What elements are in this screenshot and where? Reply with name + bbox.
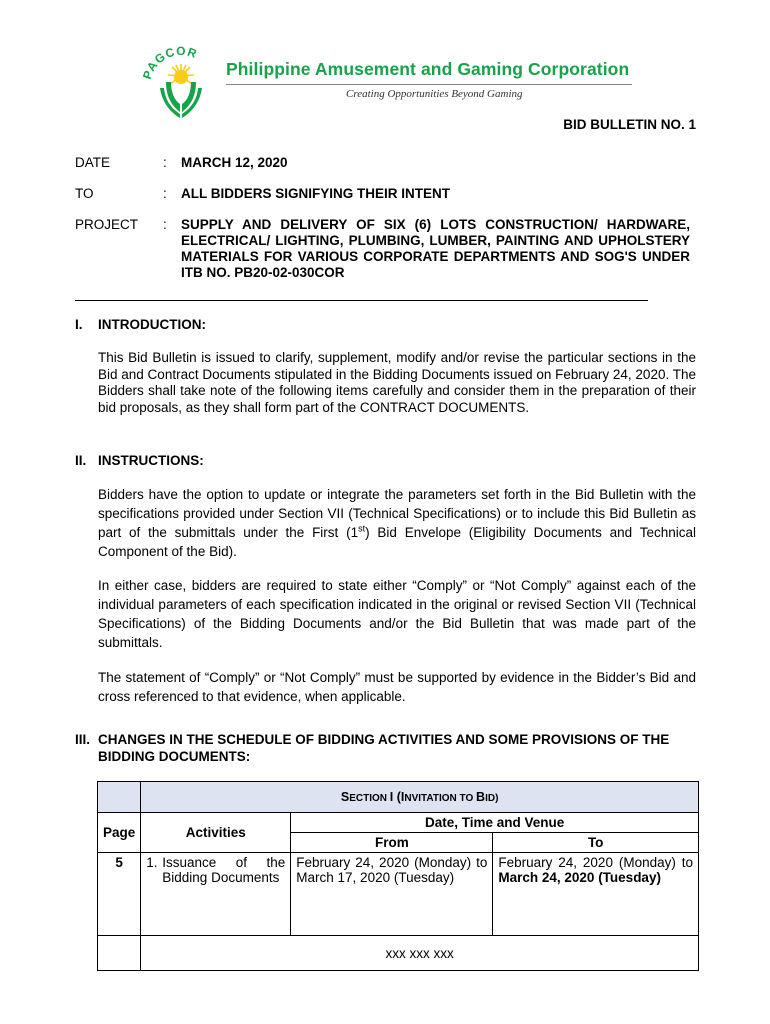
project-value: SUPPLY AND DELIVERY OF SIX (6) LOTS CONSTRUCTION/ HARDWARE, ELECTRICAL/ LIGHTING, PLUMBING, LUMBER, PAINTING AND UPHOLSTERY MATERIALS FOR VARIOUS CORPORATE DEPARTMENTS AND SOG'S UNDER ITB NO. PB20-02-030COR — [181, 217, 690, 280]
pagcor-logo — [140, 42, 222, 124]
to-plain-text: February 24, 2020 (Monday) to — [498, 855, 693, 870]
table-row — [98, 853, 699, 936]
activity-word: Issuance — [162, 855, 217, 870]
bulletin-number: BID BULLETIN NO. 1 — [563, 117, 696, 132]
section-changes-heading — [75, 732, 697, 765]
organization-tagline: Creating Opportunities Beyond Gaming — [346, 88, 523, 100]
col-page-header: Page — [98, 813, 141, 853]
p1-text-a: Bidders have the option to update or integrate the parameters set forth in the Bid Bulletin with the specifications provided under Section VII (Technical Specifications) or to include this Bid Bulletin as part of the submittals under the First (1 — [98, 487, 696, 540]
table-footer-text: xxx xxx xxx — [141, 936, 699, 971]
section-title: INTRODUCTION: — [98, 317, 206, 332]
section-intro-heading — [75, 317, 206, 332]
to-value: ALL BIDDERS SIGNIFYING THEIR INTENT — [181, 186, 451, 201]
row-from-cell: February 24, 2020 (Monday) to March 17, 2020 (Tuesday) — [291, 853, 493, 936]
row-page-cell: 5 — [98, 853, 141, 936]
date-label: DATE — [75, 155, 111, 170]
table-footer-row — [98, 936, 699, 971]
instructions-paragraph-3: The statement of “Comply” or “Not Comply” must be supported by evidence in the Bidder’s Bid and cross referenced to that evidence, when applicable. — [98, 670, 696, 704]
to-bold-text: March 24, 2020 (Tuesday) — [498, 870, 661, 885]
section-title: INSTRUCTIONS: — [98, 453, 204, 468]
table-section-title: SECTION I (INVITATION TO BID) — [141, 782, 699, 813]
to-label: TO — [75, 186, 94, 201]
sun-icon — [168, 64, 194, 84]
col-from-header: From — [291, 833, 493, 853]
p1-superscript: st — [358, 523, 366, 534]
to-colon: : — [163, 186, 167, 201]
activity-rest: Bidding Documents — [162, 870, 280, 885]
row-to-cell — [493, 853, 699, 936]
section-title: CHANGES IN THE SCHEDULE OF BIDDING ACTIVITIES AND SOME PROVISIONS OF THE BIDDING DOCUMENTS: — [98, 732, 670, 764]
activity-number: 1. — [146, 855, 158, 870]
table-header-row — [98, 813, 699, 833]
header-divider — [75, 300, 648, 301]
organization-name: Philippine Amusement and Gaming Corporation — [226, 59, 630, 79]
footer-empty-cell — [98, 936, 141, 971]
activity-word: of — [235, 855, 248, 870]
section-number: II. — [75, 453, 87, 468]
row-activity-cell — [141, 853, 291, 936]
header-rule — [226, 84, 632, 85]
section-number: I. — [75, 317, 83, 332]
col-to-header: To — [493, 833, 699, 853]
logo-arc-text: PAGCOR — [140, 43, 200, 81]
table-section-row — [98, 782, 699, 813]
intro-paragraph: This Bid Bulletin is issued to clarify, supplement, modify and/or revise the particular sections in the Bid and Contract Documents stipulated in the Bidding Documents issued on February 24, 2020. The Bidders shall take note of the following items carefully and consider them in the preparation of their bid proposals, as they shall form part of the CONTRACT DOCUMENTS. — [98, 350, 696, 415]
table-corner-cell — [98, 782, 141, 813]
col-activities-header: Activities — [141, 813, 291, 853]
p1-text-b: ) Bid Envelope (Eligibility Documents and Technical Component of the Bid). — [98, 525, 696, 559]
date-colon: : — [163, 155, 167, 170]
project-colon: : — [163, 217, 167, 232]
col-datetime-header: Date, Time and Venue — [291, 813, 699, 833]
schedule-table — [97, 781, 699, 971]
date-value: MARCH 12, 2020 — [181, 155, 288, 170]
activity-word: the — [266, 855, 286, 870]
instructions-paragraph-2: In either case, bidders are required to state either “Comply” or “Not Comply” against each of the individual parameters of each specification indicated in the original or revised Section VII (Technical Specifications) of the Bidding Documents and/or the Bid Bulletin that was made part of the submittals. — [98, 578, 696, 650]
project-label: PROJECT — [75, 217, 139, 232]
section-instructions-heading — [75, 453, 204, 468]
section-number: III. — [75, 732, 91, 747]
instructions-paragraph-1 — [98, 485, 696, 561]
hands-icon — [160, 82, 202, 118]
